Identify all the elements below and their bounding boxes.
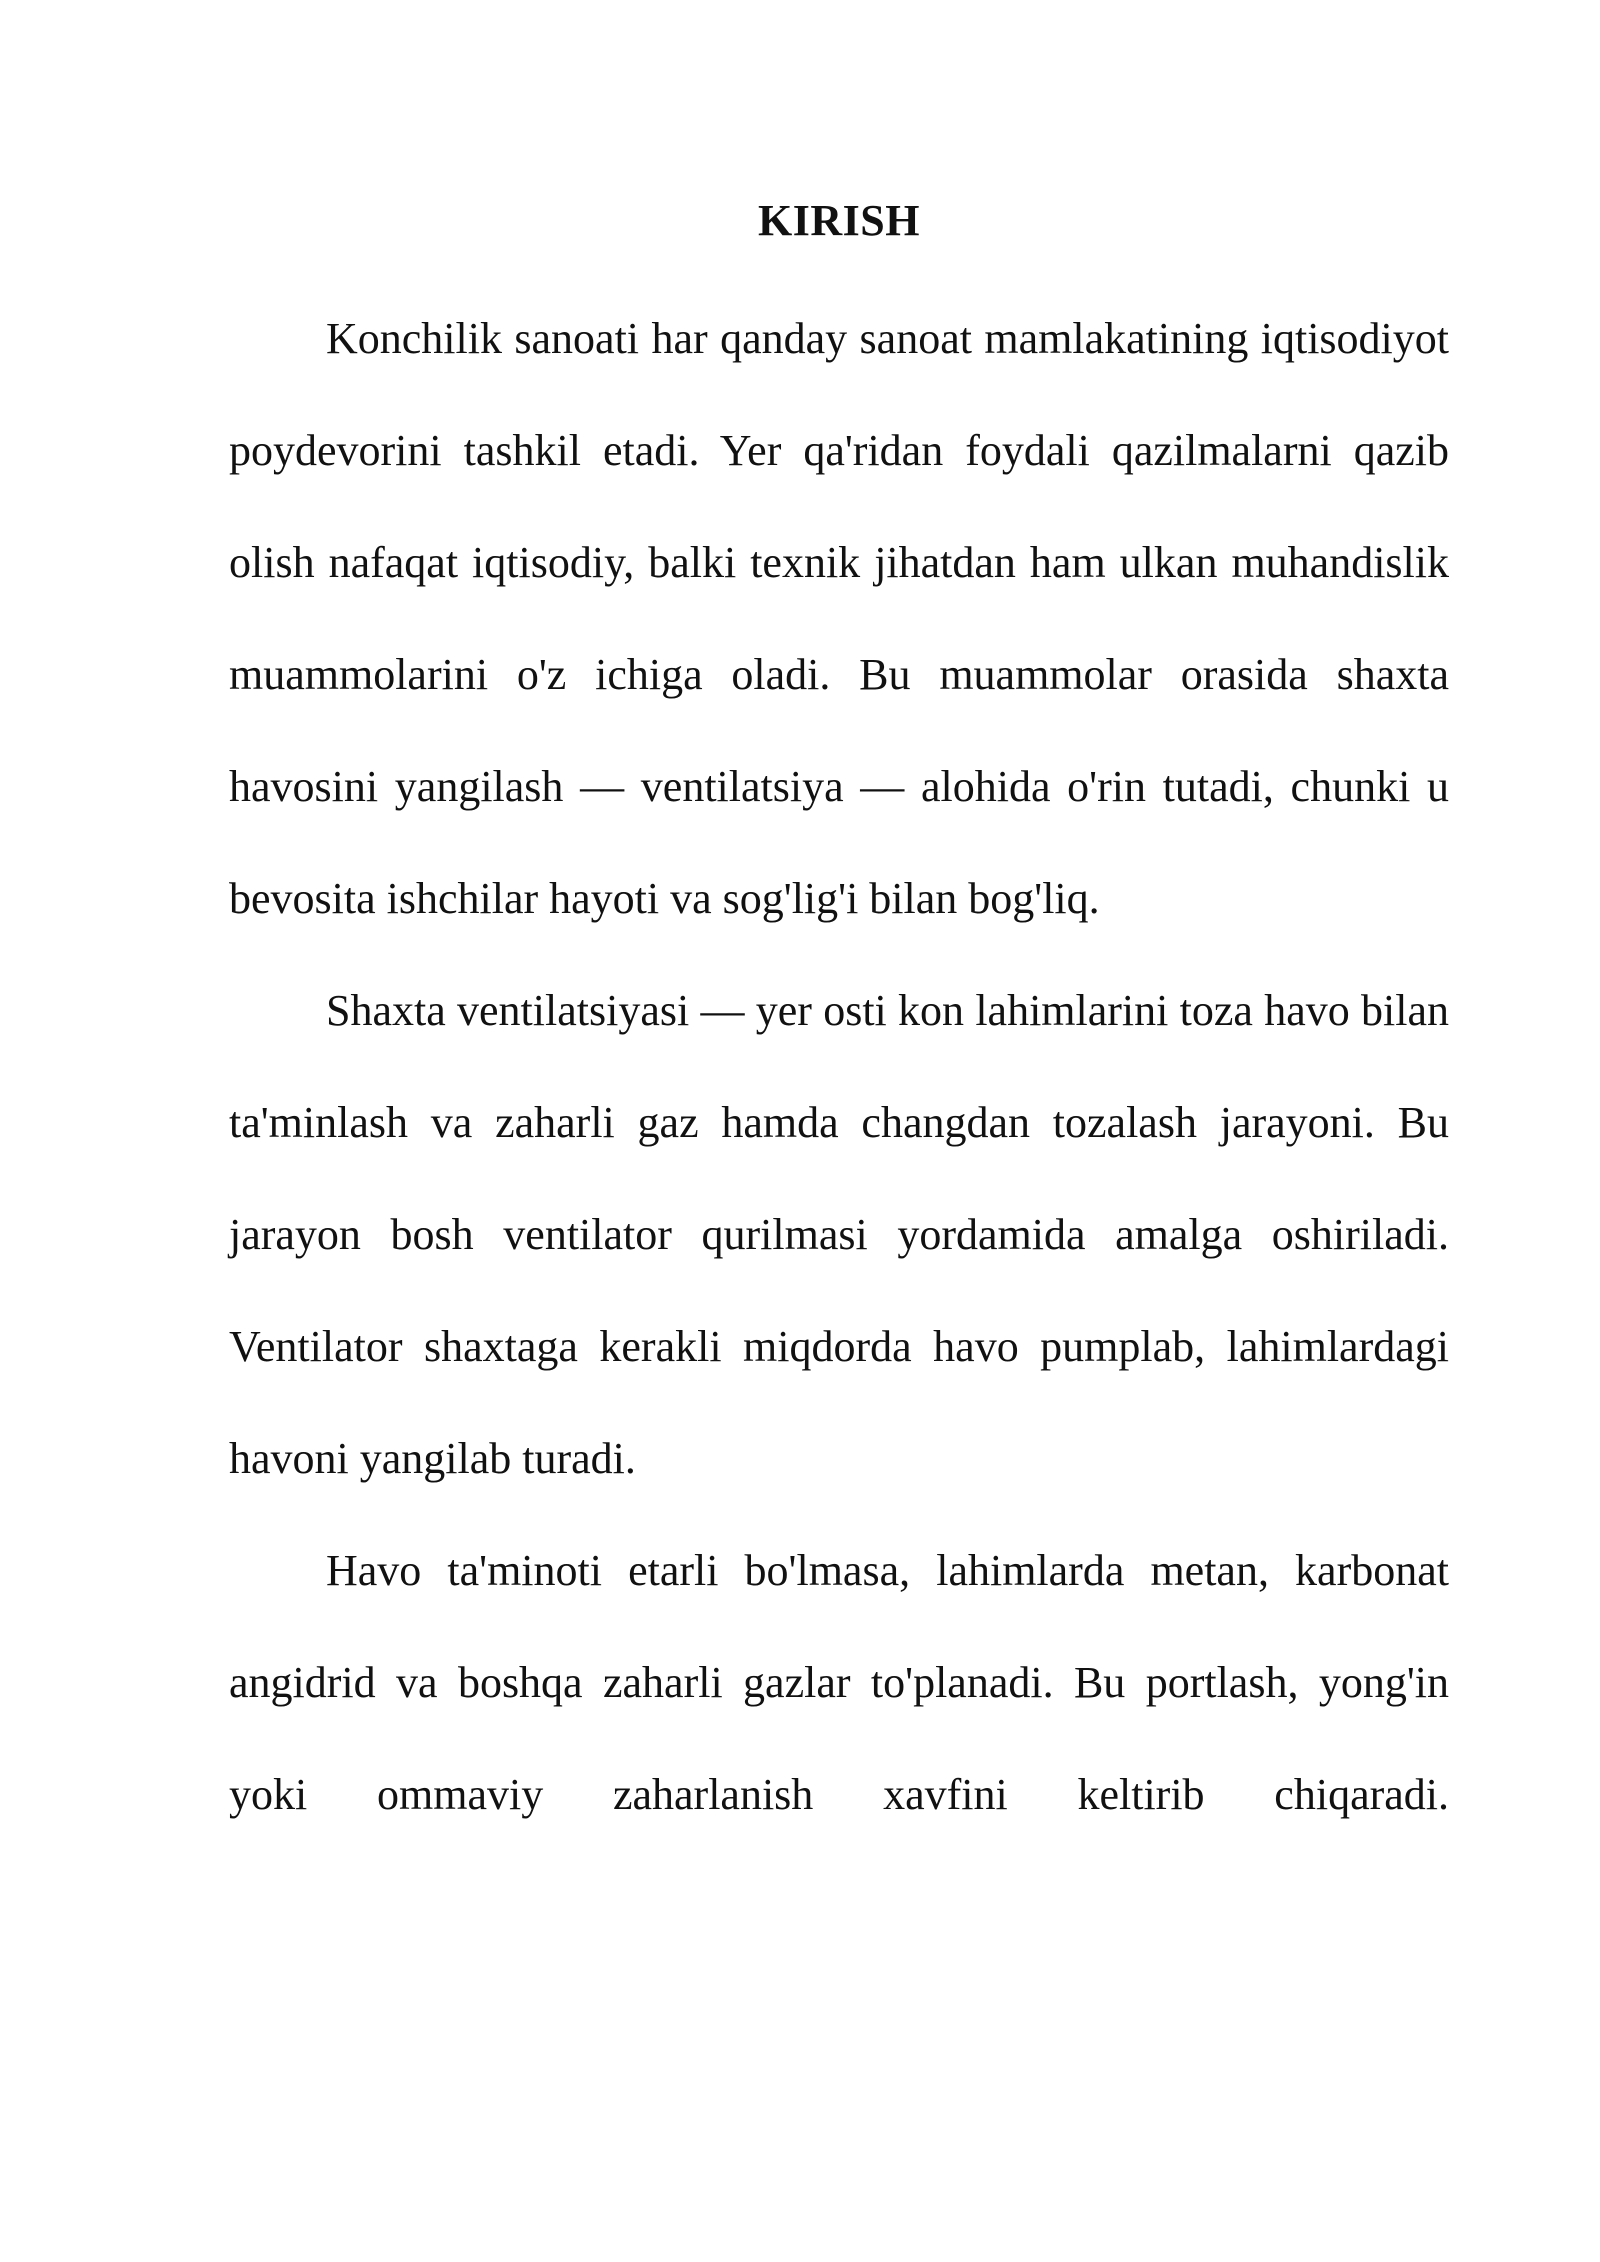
section-heading: KIRISH — [758, 196, 920, 245]
document-body — [229, 185, 1449, 1851]
paragraph-2: Shaxta ventilatsiyasi — yer osti kon lahimlarini toza havo bilan ta'minlash va zaharli gaz hamda changdan tozalash jarayoni. Bu jarayon bosh ventilator qurilmasi yordamida amalga oshiriladi. Ventilator shaxtaga kerakli miqdorda havo pumplab, lahimlardagi havoni yangilab turadi. — [229, 986, 1449, 1483]
paragraph-3: Havo ta'minoti etarli bo'lmasa, lahimlarda metan, karbonat angidrid va boshqa zaharli gazlar to'planadi. Bu portlash, yong'in yoki ommaviy zaharlanish xavfini keltirib chiqaradi. — [229, 1546, 1449, 1819]
paragraph-1: Konchilik sanoati har qanday sanoat mamlakatining iqtisodiyot poydevorini tashkil etadi. Yer qa'ridan foydali qazilmalarni qazib olish nafaqat iqtisodiy, balki texnik jihatdan ham ulkan muhandislik muammolarini o'z ichiga oladi. Bu muammolar orasida shaxta havosini yangilash — ventilatsiya — alohida o'rin tutadi, chunki u bevosita ishchilar hayoti va sog'lig'i bilan bog'liq. — [229, 314, 1449, 923]
